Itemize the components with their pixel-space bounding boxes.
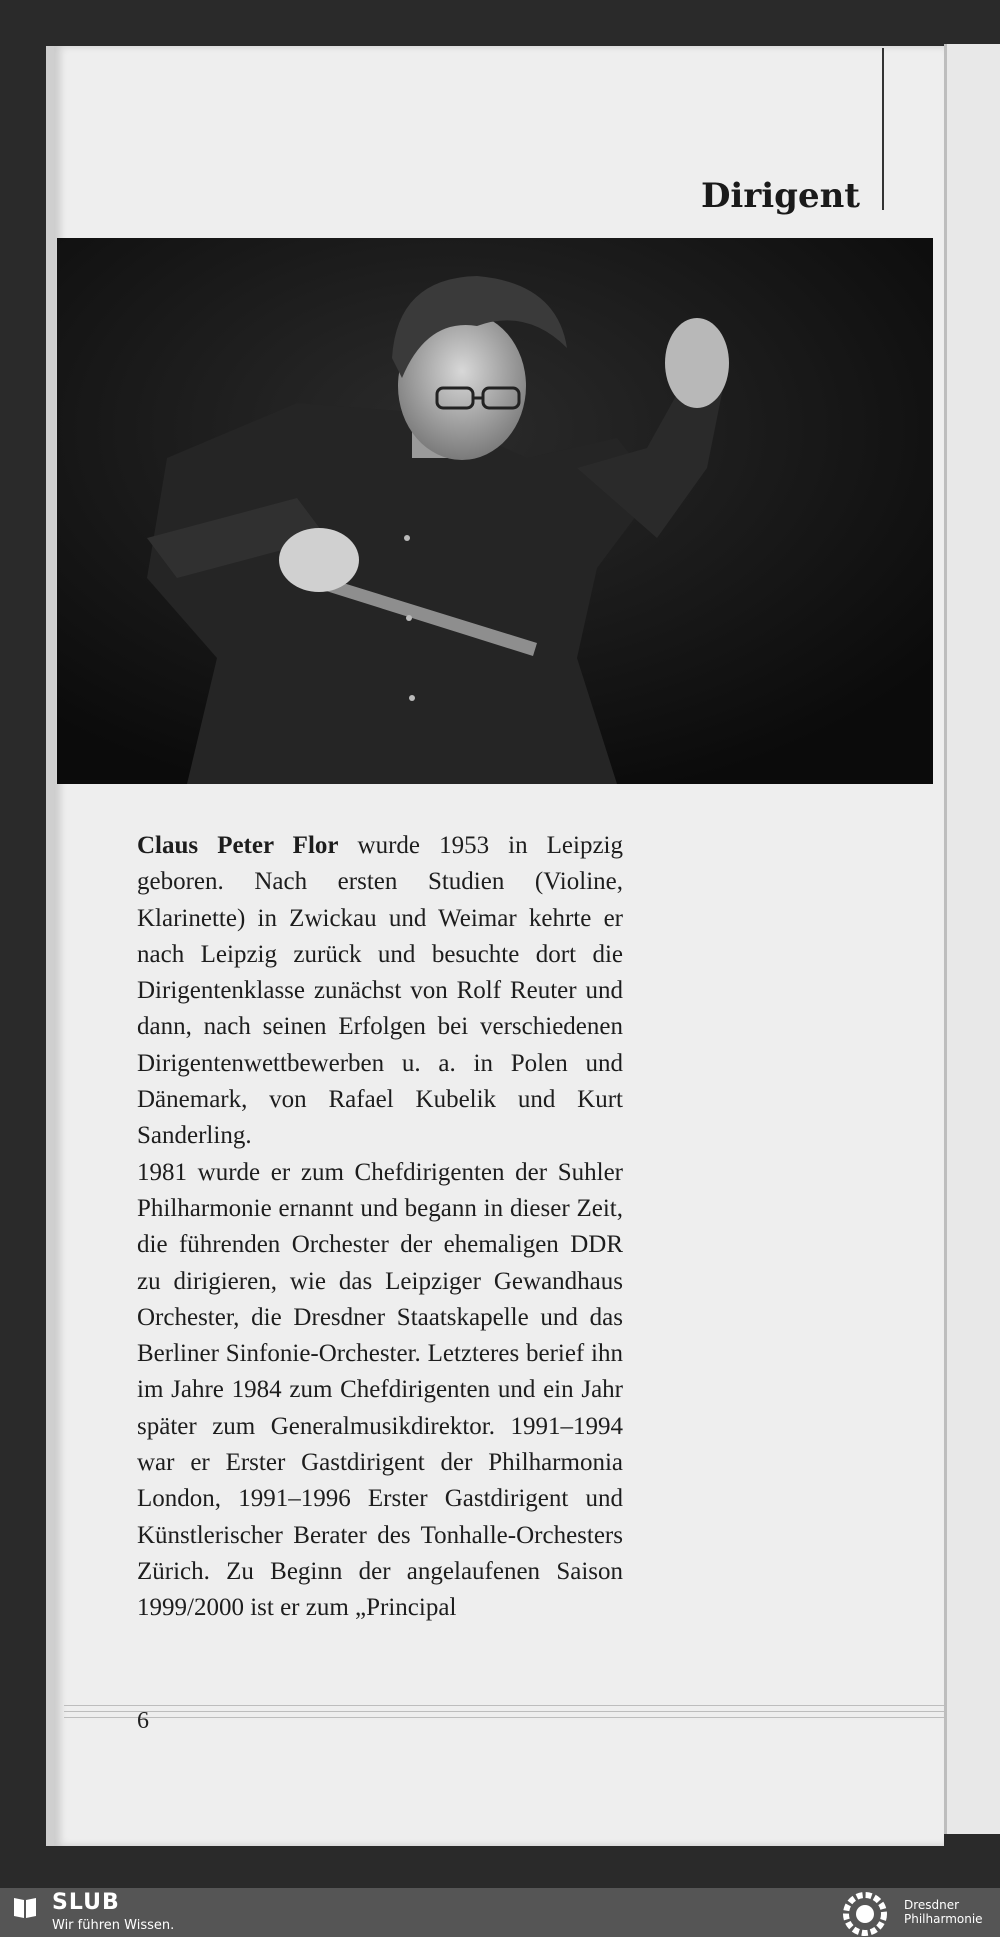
conductor-name: Claus Peter Flor: [137, 832, 339, 859]
biography-text: [137, 828, 623, 1627]
partner-line-2: Philharmonie: [904, 1912, 983, 1926]
section-title: Dirigent: [700, 176, 860, 216]
biography-paragraph-1: [137, 828, 623, 1155]
dresdner-philharmonie-logo-text[interactable]: [904, 1898, 1000, 1926]
slub-tagline: Wir führen Wissen.: [52, 1918, 175, 1933]
conductor-photo-illustration: [57, 238, 933, 784]
partner-line-1: Dresdner: [904, 1898, 960, 1912]
page-number: 6: [137, 1708, 149, 1734]
slub-book-icon: [12, 1894, 38, 1920]
dresdner-philharmonie-logo-icon: [842, 1891, 888, 1937]
next-page-edge: [944, 44, 1000, 1834]
header-vertical-rule: [882, 48, 884, 210]
footer-rules: [64, 1700, 944, 1740]
biography-paragraph-1-text: wurde 1953 in Leipzig geboren. Nach ersten Studien (Violine, Klarinette) in Zwickau und Weimar kehrte er nach Leipzig zurück und besuchte dort die Dirigentenklasse zunächst von Rolf Reuter und dann, nach seinen Erfolgen bei verschiedenen Dirigentenwettbewerben u. a. in Polen und Dänemark, von Rafael Kubelik und Kurt Sanderling.: [137, 832, 623, 1150]
slub-logo-text[interactable]: SLUB: [52, 1890, 120, 1915]
library-banner: [0, 1888, 1000, 1937]
biography-paragraph-2: 1981 wurde er zum Chefdirigenten der Suhler Philharmonie ernannt und begann in dieser Zeit, die führenden Orchester der ehemaligen DDR zu dirigieren, wie das Leipziger Gewandhaus Orchester, die Dresdner Staatskapelle und das Berliner Sinfonie-Orchester. Letzteres berief ihn im Jahre 1984 zum Chefdirigenten und ein Jahr später zum Generalmusikdirektor. 1991–1994 war er Erster Gastdirigent der Philharmonia London, 1991–1996 Erster Gastdirigent und Künstlerischer Berater des Tonhalle-Orchesters Zürich. Zu Beginn der angelaufenen Saison 1999/2000 ist er zum „Principal: [137, 1158, 623, 1622]
conductor-photo: [57, 238, 933, 784]
